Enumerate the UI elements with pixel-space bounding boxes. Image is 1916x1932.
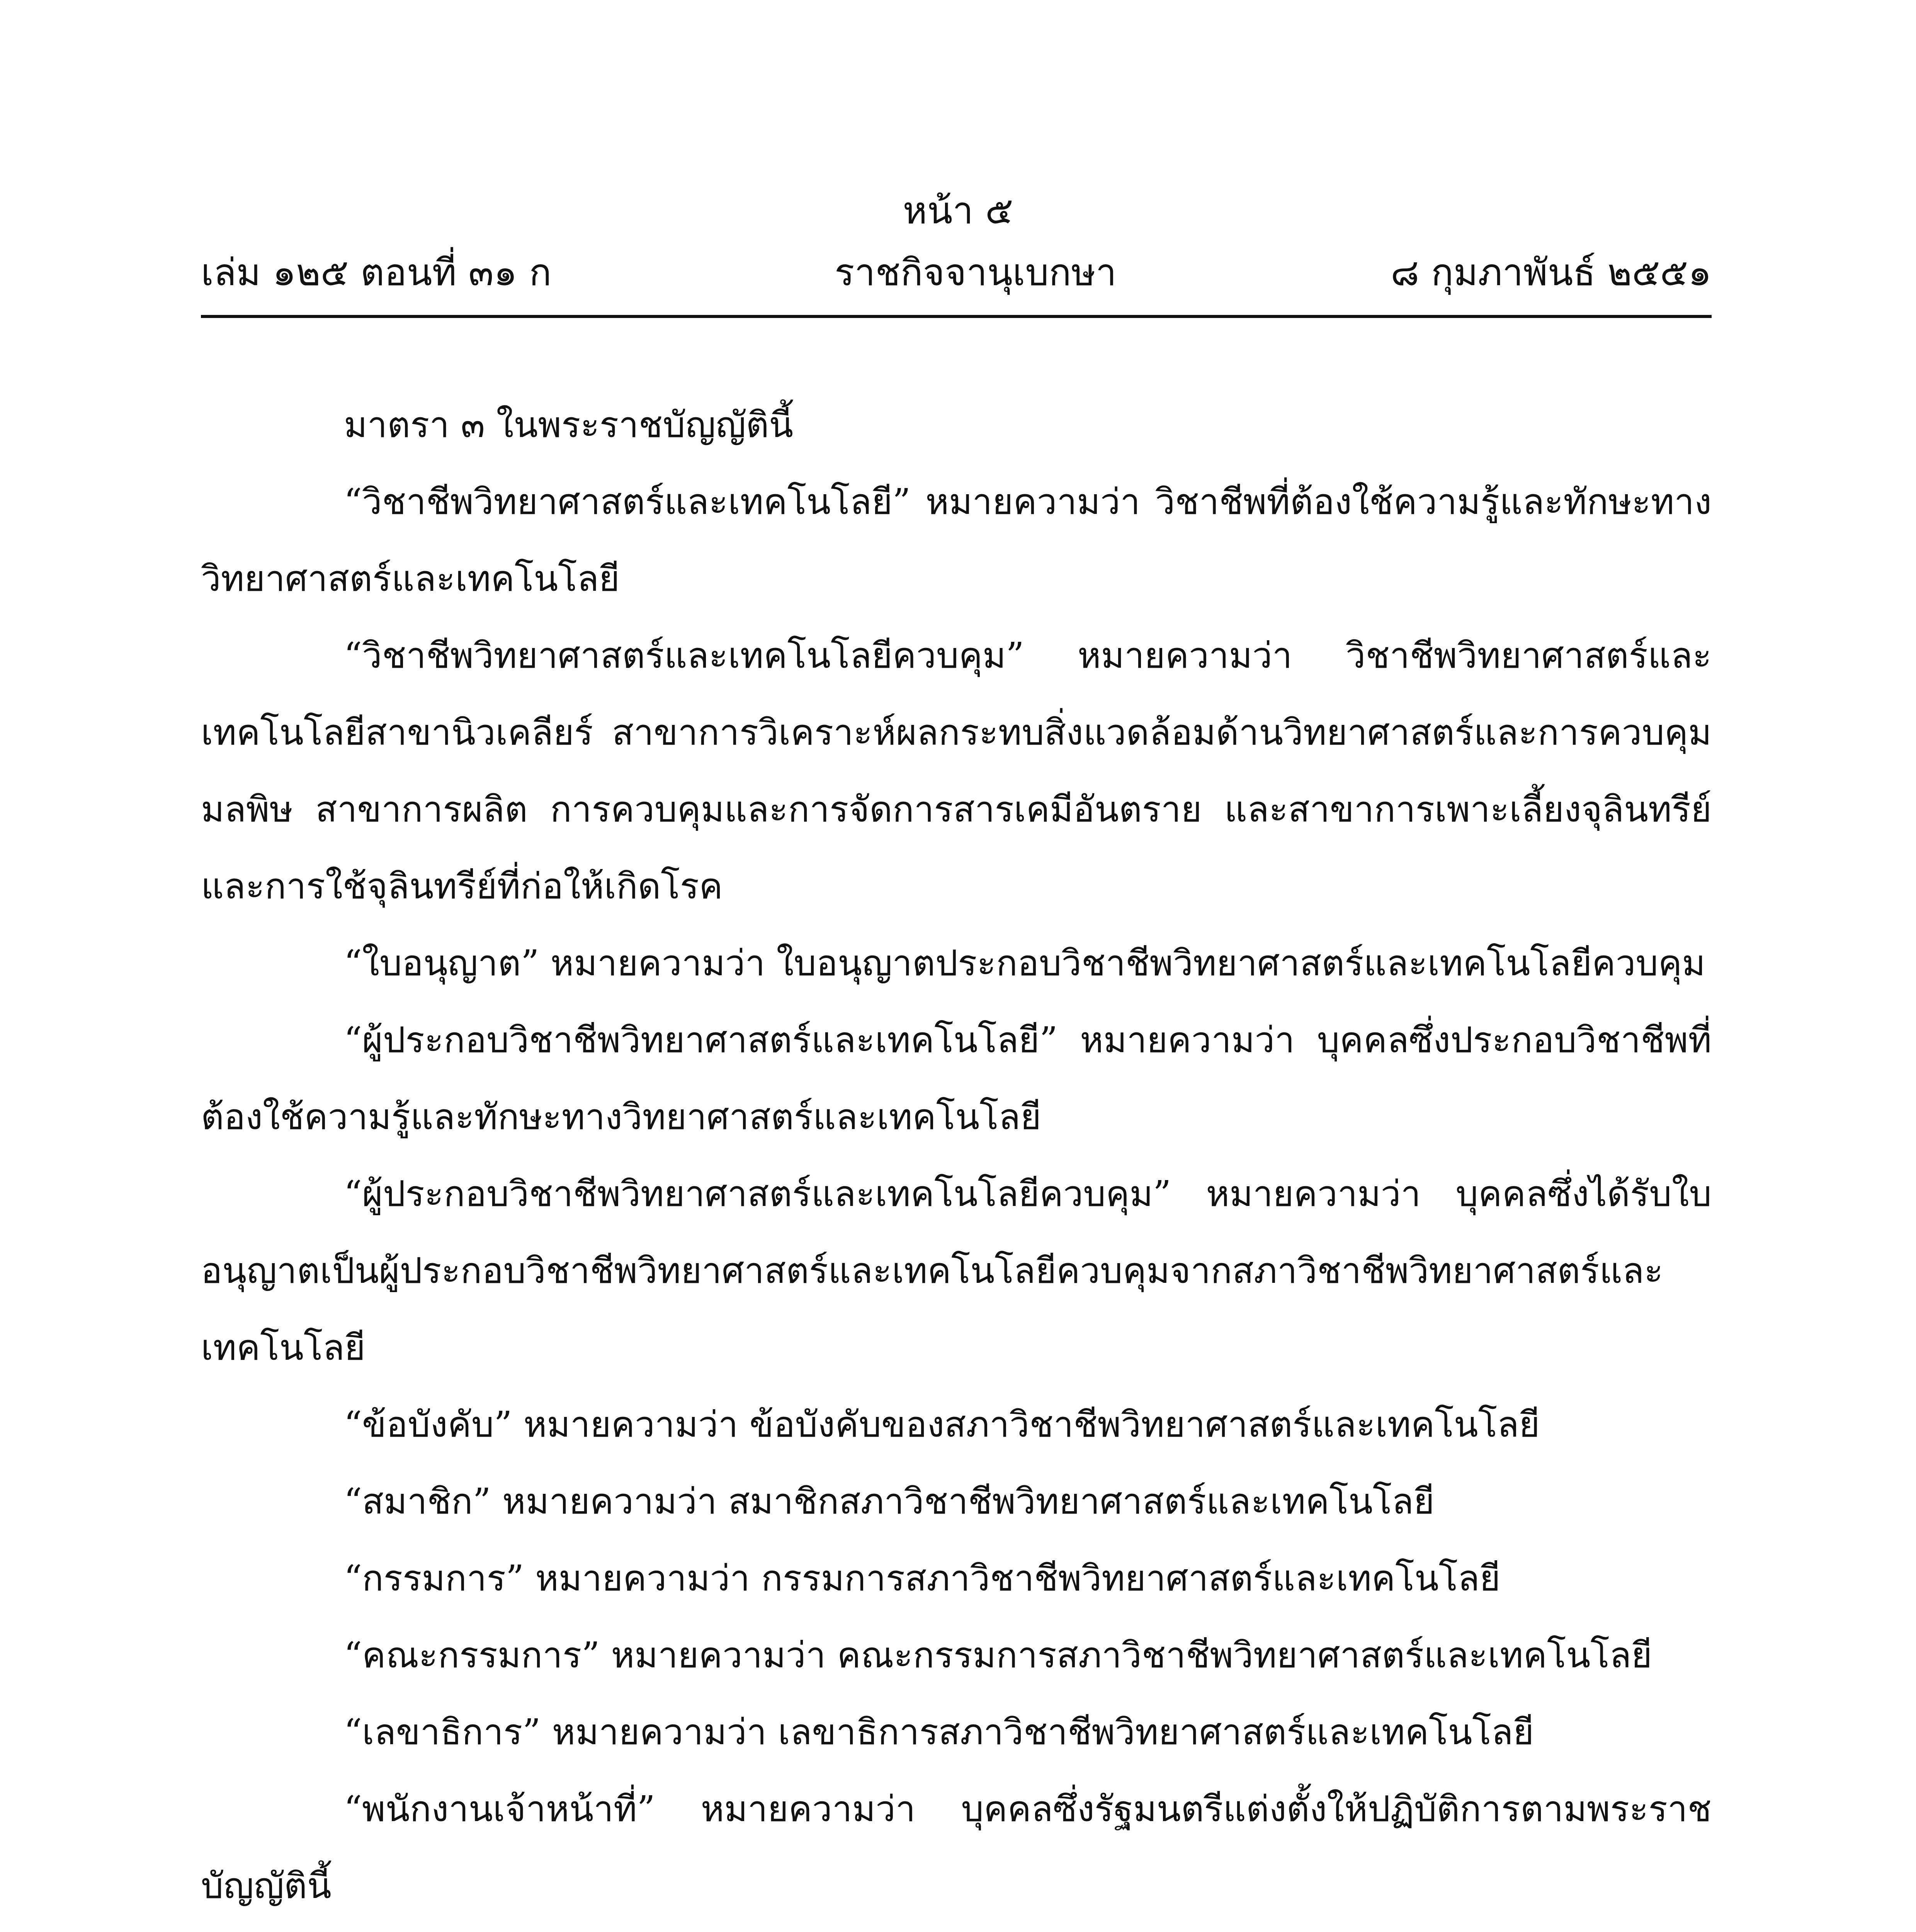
definition-controlled-profession: “วิชาชีพวิทยาศาสตร์และเทคโนโลยีควบคุม” หมายความว่า วิชาชีพวิทยาศาสตร์และเทคโนโลยีสาขานิวเคลียร์ สาขาการวิเคราะห์ผลกระทบสิ่งแวดล้อมด้านวิทยาศาสตร์และการควบคุมมลพิษ สาขาการผลิต การควบคุมและการจัดการสารเคมีอันตราย และสาขาการเพาะเลี้ยงจุลินทรีย์และการใช้จุลินทรีย์ที่ก่อให้เกิดโรค (201, 635, 1712, 907)
definition-member: “สมาชิก” หมายความว่า สมาชิกสภาวิชาชีพวิทยาศาสตร์และเทคโนโลยี (344, 1481, 1435, 1522)
definition-practitioner: “ผู้ประกอบวิชาชีพวิทยาศาสตร์และเทคโนโลยี” หมายความว่า บุคคลซึ่งประกอบวิชาชีพที่ต้องใช้ความรู้และทักษะทางวิทยาศาสตร์และเทคโนโลยี (201, 1019, 1712, 1138)
page-number: หน้า ๕ (903, 189, 1013, 232)
gazette-header (201, 247, 1712, 301)
definition-controlled-practitioner: “ผู้ประกอบวิชาชีพวิทยาศาสตร์และเทคโนโลยีควบคุม” หมายความว่า บุคคลซึ่งได้รับใบอนุญาตเป็นผู้ประกอบวิชาชีพวิทยาศาสตร์และเทคโนโลยีควบคุมจากสภาวิชาชีพวิทยาศาสตร์และเทคโนโลยี (201, 1173, 1712, 1368)
definition-science-technology-profession: “วิชาชีพวิทยาศาสตร์และเทคโนโลยี” หมายความว่า วิชาชีพที่ต้องใช้ความรู้และทักษะทางวิทยาศาสตร์และเทคโนโลยี (201, 481, 1712, 599)
document-body (201, 386, 1712, 1932)
definition-council-member: “กรรมการ” หมายความว่า กรรมการสภาวิชาชีพวิทยาศาสตร์และเทคโนโลยี (344, 1558, 1501, 1599)
definition-regulation: “ข้อบังคับ” หมายความว่า ข้อบังคับของสภาวิชาชีพวิทยาศาสตร์และเทคโนโลยี (344, 1404, 1540, 1445)
definition-license: “ใบอนุญาต” หมายความว่า ใบอนุญาตประกอบวิชาชีพวิทยาศาสตร์และเทคโนโลยีควบคุม (344, 942, 1705, 984)
definition-minister (201, 1924, 1712, 1932)
definition-competent-official: “พนักงานเจ้าหน้าที่” หมายความว่า บุคคลซึ่งรัฐมนตรีแต่งตั้งให้ปฏิบัติการตามพระราชบัญญัตินี้ (201, 1788, 1712, 1906)
definition-secretary-general: “เลขาธิการ” หมายความว่า เลขาธิการสภาวิชาชีพวิทยาศาสตร์และเทคโนโลยี (344, 1711, 1534, 1753)
definition-committee: “คณะกรรมการ” หมายความว่า คณะกรรมการสภาวิชาชีพวิทยาศาสตร์และเทคโนโลยี (344, 1634, 1652, 1676)
section-3-intro: มาตรา ๓ ในพระราชบัญญัตินี้ (344, 404, 794, 446)
publication-title: ราชกิจจานุเบกษา (835, 251, 1117, 294)
header-divider (201, 315, 1712, 318)
publication-date: ๘ กุมภาพันธ์ ๒๕๕๑ (1391, 251, 1712, 294)
volume-issue: เล่ม ๑๒๕ ตอนที่ ๓๑ ก (201, 251, 552, 294)
